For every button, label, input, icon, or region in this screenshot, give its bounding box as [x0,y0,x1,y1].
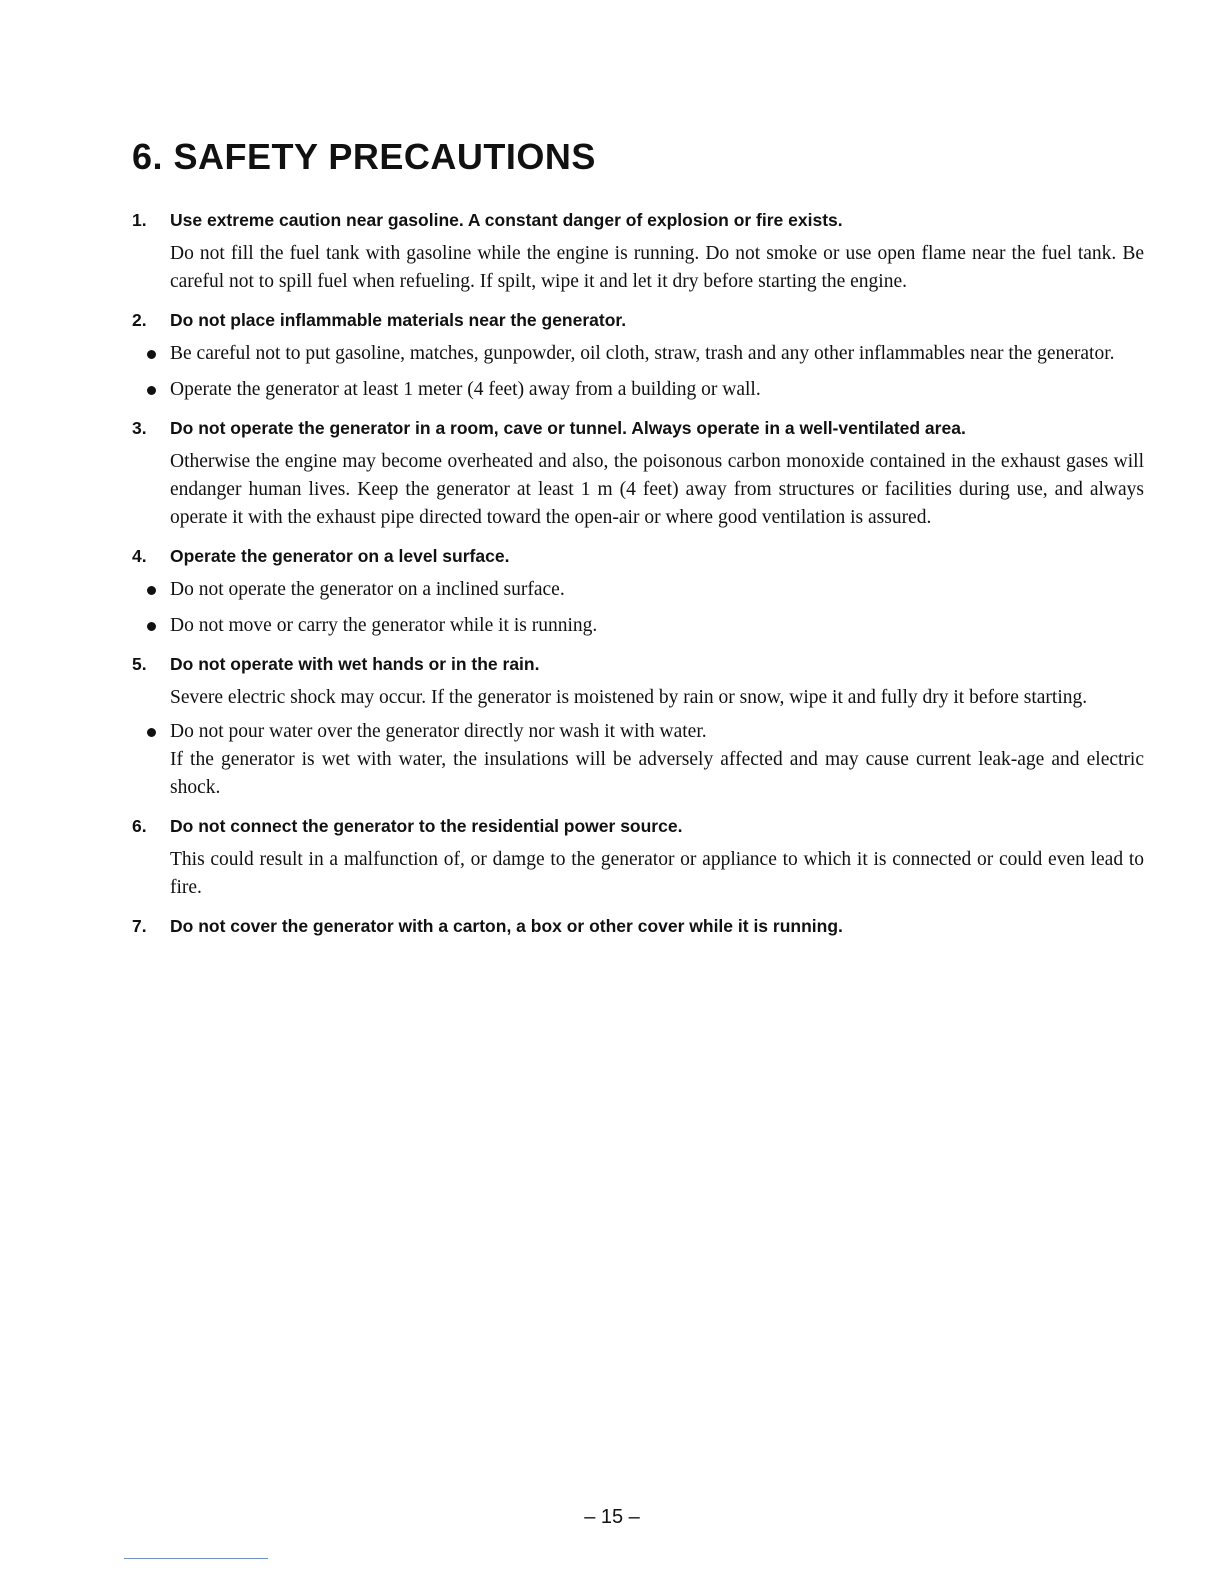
bullet-text: Be careful not to put gasoline, matches, gunpowder, oil cloth, straw, trash and any other inflammables near the generator. [170,343,1115,364]
bullet-dot-icon [132,376,170,395]
bullet-text: Operate the generator at least 1 meter (4 feet) away from a building or wall. [170,379,761,400]
precaution-5 [132,652,1144,802]
precaution-6 [132,814,1144,902]
bullet-line: If the generator is wet with water, the insulations will be adversely affected and may cause current leak-age and electric shock. [170,749,1144,798]
bullet-dot-icon [132,576,170,595]
precaution-number: 3. [132,418,147,438]
precaution-heading-text: Operate the generator on a level surface. [170,546,510,566]
precaution-heading-text: Do not cover the generator with a carton, a box or other cover while it is running. [170,916,843,936]
bullet-text: Do not move or carry the generator while it is running. [170,615,598,636]
precautions-list [132,208,1144,950]
precaution-paragraph: This could result in a malfunction of, or damge to the generator or appliance to which it is connected or could even lead to fire. [170,849,1144,898]
precaution-number: 1. [132,210,147,230]
precaution-1 [132,208,1144,296]
bullet-dot-icon [132,612,170,631]
bullet-item [132,376,1144,404]
bullet-item [132,576,1144,604]
precaution-7 [132,914,1144,938]
precaution-number: 4. [132,546,147,566]
precaution-heading-text: Do not operate with wet hands or in the rain. [170,654,540,674]
precaution-heading [132,814,1144,838]
bullet-item [132,718,1144,802]
precaution-number: 6. [132,816,147,836]
precaution-4 [132,544,1144,640]
precaution-heading-text: Use extreme caution near gasoline. A constant danger of explosion or fire exists. [170,210,843,230]
precaution-number: 2. [132,310,147,330]
footer-rule [124,1558,268,1559]
precaution-heading-text: Do not place inflammable materials near the generator. [170,310,627,330]
precaution-number: 7. [132,916,147,936]
precaution-paragraph: Do not fill the fuel tank with gasoline while the engine is running. Do not smoke or use open flame near the fuel tank. Be careful not to spill fuel when refueling. If spilt, wipe it and let it dry before starting the engine. [170,243,1144,292]
precaution-heading-text: Do not connect the generator to the residential power source. [170,816,683,836]
precaution-heading-text: Do not operate the generator in a room, cave or tunnel. Always operate in a well-ventilated area. [170,418,966,438]
page-number: – 15 – [584,1506,640,1528]
precaution-3 [132,416,1144,532]
bullet-dot-icon [132,718,170,737]
bullet-dot-icon [132,340,170,359]
precaution-heading [132,416,1144,440]
precaution-heading [132,308,1144,332]
bullet-item [132,612,1144,640]
precaution-heading [132,652,1144,676]
precaution-heading [132,914,1144,938]
bullet-text: Do not operate the generator on a inclined surface. [170,579,565,600]
precaution-number: 5. [132,654,147,674]
bullet-text [170,718,1144,802]
precaution-paragraph: Severe electric shock may occur. If the generator is moistened by rain or snow, wipe it and fully dry it before starting. [170,687,1088,708]
bullet-item [132,340,1144,368]
precaution-heading [132,208,1144,232]
precaution-paragraph: Otherwise the engine may become overheated and also, the poisonous carbon monoxide contained in the exhaust gases will endanger human lives. Keep the generator at least 1 m (4 feet) away from structures or facilities during use, and always operate it with the exhaust pipe directed toward the open-air or where good ventilation is assured. [170,451,1144,528]
precaution-heading [132,544,1144,568]
page-title: 6. SAFETY PRECAUTIONS [132,136,596,177]
precaution-2 [132,308,1144,404]
bullet-line: Do not pour water over the generator directly nor wash it with water. [170,721,707,742]
